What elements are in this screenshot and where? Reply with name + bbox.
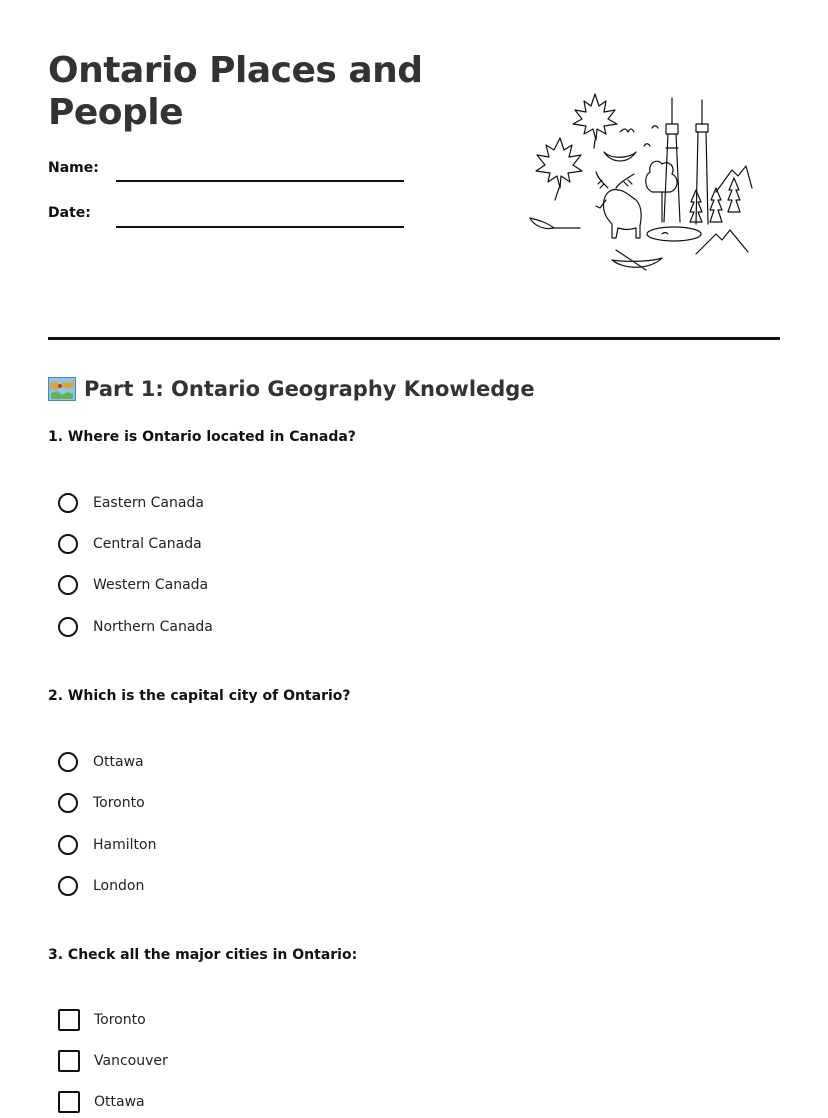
q3-option-vancouver[interactable] (58, 1049, 168, 1073)
date-label: Date: (48, 205, 91, 221)
radio-button[interactable] (58, 752, 78, 772)
checkbox[interactable] (58, 1091, 80, 1113)
option-label: Ottawa (93, 754, 144, 770)
option-label: Eastern Canada (93, 495, 204, 511)
q2-option-london[interactable] (58, 874, 144, 898)
section-divider (48, 337, 780, 340)
q1-option-central-canada[interactable] (58, 532, 202, 556)
part1-heading (48, 374, 535, 404)
option-label: Toronto (94, 1012, 146, 1028)
map-icon (48, 377, 76, 401)
option-label: Central Canada (93, 536, 202, 552)
worksheet-title: Ontario Places and People (48, 50, 423, 133)
option-label: London (93, 878, 145, 894)
q2-option-toronto[interactable] (58, 791, 145, 815)
q2-option-hamilton[interactable] (58, 833, 156, 857)
radio-button[interactable] (58, 534, 78, 554)
option-label: Northern Canada (93, 619, 213, 635)
q1-option-northern-canada[interactable] (58, 615, 213, 639)
name-field[interactable] (116, 180, 404, 182)
radio-button[interactable] (58, 835, 78, 855)
part1-heading-text: Part 1: Ontario Geography Knowledge (84, 377, 535, 401)
radio-button[interactable] (58, 493, 78, 513)
option-label: Toronto (93, 795, 145, 811)
ontario-landmarks-illustration (520, 88, 760, 278)
option-label: Hamilton (93, 837, 157, 853)
question-3: 3. Check all the major cities in Ontario: (48, 947, 358, 963)
option-label: Ottawa (94, 1094, 145, 1110)
q1-option-eastern-canada[interactable] (58, 491, 204, 515)
q3-option-ottawa[interactable] (58, 1090, 145, 1114)
radio-button[interactable] (58, 575, 78, 595)
radio-button[interactable] (58, 617, 78, 637)
q2-option-ottawa[interactable] (58, 750, 144, 774)
q3-option-toronto[interactable] (58, 1008, 146, 1032)
date-field[interactable] (116, 226, 404, 228)
radio-button[interactable] (58, 876, 78, 896)
radio-button[interactable] (58, 793, 78, 813)
option-label: Western Canada (93, 577, 209, 593)
option-label: Vancouver (94, 1053, 168, 1069)
question-2: 2. Which is the capital city of Ontario? (48, 688, 351, 704)
checkbox[interactable] (58, 1009, 80, 1031)
name-label: Name: (48, 160, 99, 176)
checkbox[interactable] (58, 1050, 80, 1072)
q1-option-western-canada[interactable] (58, 573, 208, 597)
question-1: 1. Where is Ontario located in Canada? (48, 429, 356, 445)
